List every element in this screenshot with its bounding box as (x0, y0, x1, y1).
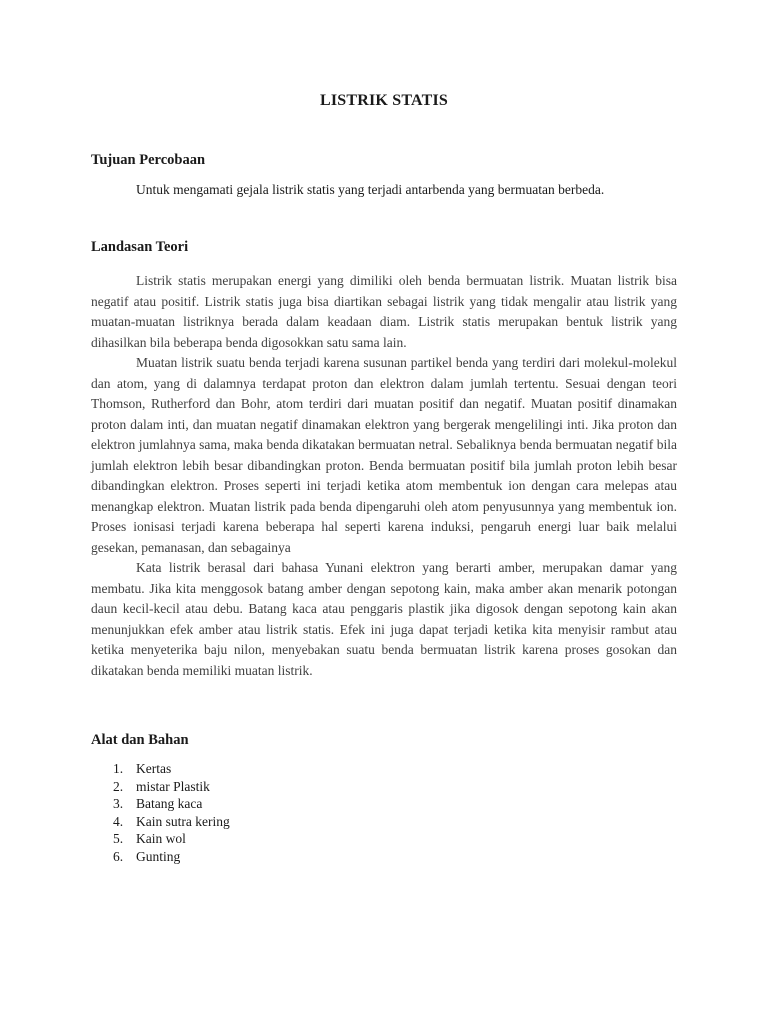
alat-bahan-list (91, 760, 230, 866)
list-item (91, 778, 230, 796)
list-item-number: 6. (113, 848, 124, 864)
document-title: LISTRIK STATIS (319, 92, 449, 109)
list-item (91, 848, 230, 866)
landasan-paragraph-1: Listrik statis merupakan energi yang dimiliki oleh benda bermuatan listrik. Muatan listrik bisa negatif atau positif. Listrik statis juga bisa diartikan sebagai listrik yang tidak mengalir atau listrik yang muatan-muatan listriknya berada dalam keadaan diam. Listrik statis merupakan bentuk listrik yang dihasilkan bila beberapa benda digosokkan satu sama lain. (91, 273, 677, 350)
heading-landasan-teori: Landasan Teori (91, 239, 189, 255)
list-item-text: mistar Plastik (136, 778, 210, 794)
landasan-paragraph-2: Muatan listrik suatu benda terjadi karena susunan partikel benda yang terdiri dari molekul-molekul dan atom, yang di dalamnya terdapat proton dan elektron dalam jumlah tertentu. Sesuai dengan teori Thomson, Rutherford dan Bohr, atom terdiri dari muatan positif dan negatif. Muatan positif dinamakan proton dalam inti, dan muatan negatif dinamakan elektron yang bergerak mengelilingi inti. Jika proton dan elektron jumlahnya sama, maka benda dikatakan bermuatan netral. Sebaliknya benda bermuatan negatif bila jumlah elektron lebih besar dibandingkan proton. Benda bermuatan positif bila jumlah proton lebih besar dibandingkan elektron. Proses seperti ini terjadi ketika atom membentuk ion dengan cara melepas atau menangkap elektron. Muatan listrik pada benda dipengaruhi oleh atom penyusunnya yang membentuk ion. Proses ionisasi terjadi karena beberapa hal seperti karena induksi, pengaruh energi luar baik melalui gesekan, pemanasan, dan sebagainya (91, 355, 677, 555)
heading-alat-dan-bahan: Alat dan Bahan (91, 732, 189, 748)
list-item-text: Kertas (136, 761, 172, 776)
list-item-text: Gunting (136, 848, 181, 864)
list-item-text: Kain sutra kering (136, 813, 230, 829)
landasan-paragraph-3: Kata listrik berasal dari bahasa Yunani elektron yang berarti amber, merupakan damar yang membatu. Jika kita menggosok batang amber dengan sepotong kain, maka amber akan menarik potongan daun kecil-kecil atau debu. Batang kaca atau penggaris plastik jika digosok dengan sepotong kain akan menunjukkan efek amber atau listrik statis. Efek ini juga dapat terjadi ketika kita menyisir rambut atau ketika menyeterika baju nilon, menyebakan suatu benda bermuatan listrik karena proses gosokan dan dikatakan benda memiliki muatan listrik. (91, 560, 677, 678)
list-item (91, 830, 230, 848)
landasan-teori-body (91, 271, 677, 681)
list-item-text: Kain wol (136, 831, 186, 847)
list-item-number: 4. (113, 813, 124, 829)
list-item-text: Batang kaca (136, 796, 203, 812)
list-item (91, 813, 230, 831)
heading-tujuan-percobaan: Tujuan Percobaan (91, 152, 206, 168)
list-item-number: 2. (113, 778, 124, 794)
list-item (91, 760, 230, 778)
list-item-number: 5. (113, 831, 124, 847)
tujuan-text: Untuk mengamati gejala listrik statis yang terjadi antarbenda yang bermuatan berbeda. (136, 182, 605, 197)
list-item (91, 795, 230, 813)
list-item-number: 3. (113, 796, 124, 812)
list-item-number: 1. (113, 761, 124, 776)
